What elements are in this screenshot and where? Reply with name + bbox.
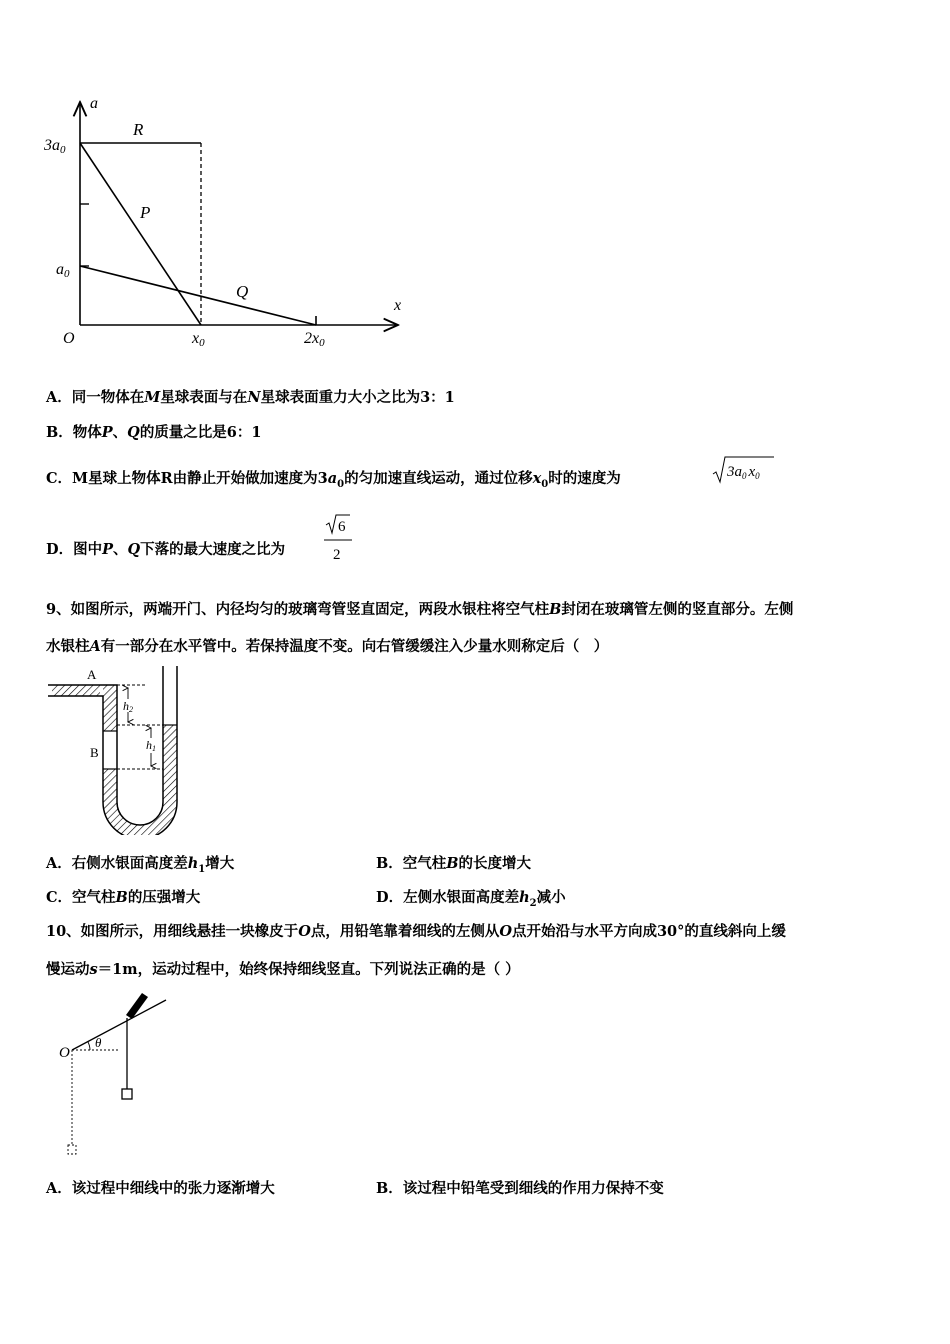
fig-label-h1: h1 xyxy=(146,738,156,753)
svg-text:6: 6 xyxy=(338,519,346,535)
q8-option-b: B．物体P、Q的质量之比是6：1 xyxy=(46,424,262,441)
fig-label-a: A xyxy=(87,667,97,682)
q9-stem-line1: 9、如图所示，两端开门、内径均匀的玻璃弯管竖直固定，两段水银柱将空气柱B封闭在玻璃管左侧的竖直部分。左侧 xyxy=(46,601,794,618)
label-q: Q xyxy=(236,282,249,301)
q10-stem-line2: 慢运动s＝1m，运动过程中，始终保持细线竖直。下列说法正确的是（ ） xyxy=(46,961,520,978)
q-line xyxy=(80,266,316,325)
fig-label-theta: θ xyxy=(95,1035,102,1050)
x-axis-label: x xyxy=(394,297,402,314)
label-r: R xyxy=(133,120,144,139)
svg-text:2: 2 xyxy=(333,547,341,563)
mercury-u-bottom xyxy=(103,725,177,835)
fig-label-h2: h2 xyxy=(123,699,133,714)
svg-text:3a0x0: $3a_0$ $x_0$ xyxy=(727,464,760,481)
tick-label-3a0: 3a0 xyxy=(44,137,66,156)
y-axis-label: a xyxy=(90,95,98,112)
fig-label-o: O xyxy=(59,1045,70,1061)
tick-label-a0: a0 xyxy=(56,261,70,280)
fraction-sqrt6-over-2 xyxy=(322,513,354,565)
u-tube-figure xyxy=(45,660,195,835)
fig-label-b: B xyxy=(90,745,99,760)
q9-option-a: A．右侧水银面高度差$h_1$增大 xyxy=(46,855,235,875)
q10-option-a: A．该过程中细线中的张力逐渐增大 xyxy=(46,1180,275,1197)
q10-stem-line1: 10、如图所示，用细线悬挂一块橡皮于O点，用铅笔靠着细线的左侧从O点开始沿与水平方向成30°的直线斜向上缓 xyxy=(46,923,786,940)
incline-line xyxy=(72,1000,166,1050)
mercury-a-vertical xyxy=(103,685,117,731)
label-p: P xyxy=(140,203,151,222)
q9-option-c: C．空气柱B的压强增大 xyxy=(46,889,201,906)
tick-label-2x0: 2x0 xyxy=(304,330,325,349)
eraser xyxy=(122,1089,132,1099)
origin-label: O xyxy=(63,330,75,347)
initial-eraser xyxy=(68,1145,76,1154)
q9-option-d: D．左侧水银面高度差$h_2$减小 xyxy=(376,889,566,909)
tick-label-x0: x0 xyxy=(192,330,205,349)
q9-stem-line2: 水银柱A有一部分在水平管中。若保持温度不变。向右管缓缓注入少量水则称定后（ ） xyxy=(46,638,609,655)
mercury-a-horizontal xyxy=(52,685,100,696)
p-line xyxy=(80,143,201,325)
pencil-string-figure xyxy=(55,988,175,1158)
q10-option-b: B．该过程中铅笔受到细线的作用力保持不变 xyxy=(376,1180,664,1197)
q8-option-c: C．M星球上物体R由静止开始做加速度为$3a_0$的匀加速直线运动，通过位移$x_0$时的速度为 xyxy=(46,470,621,490)
sqrt-3a0x0 xyxy=(712,454,776,486)
q8-option-d: D．图中P、Q下落的最大速度之比为 xyxy=(46,541,286,558)
acceleration-displacement-graph xyxy=(40,90,420,360)
q8-option-a: A．同一物体在M星球表面与在N星球表面重力大小之比为3：1 xyxy=(46,389,455,406)
q9-option-b: B．空气柱B的长度增大 xyxy=(376,855,532,872)
